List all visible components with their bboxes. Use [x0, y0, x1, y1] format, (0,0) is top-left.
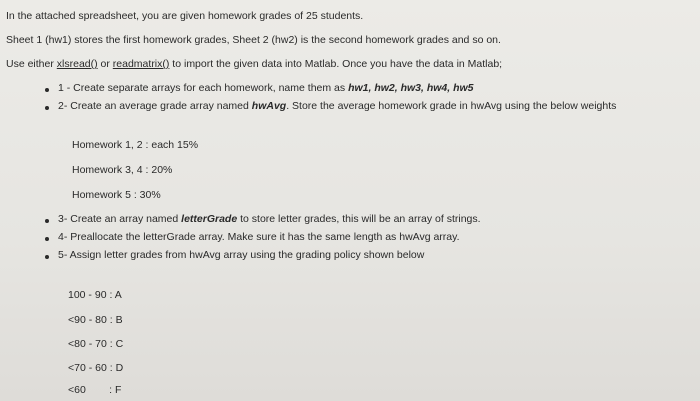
intro-line-3	[6, 58, 502, 71]
task-1	[58, 82, 474, 95]
task-4: 4- Preallocate the letterGrade array. Make sure it has the same length as hwAvg array.	[58, 231, 460, 243]
task-1-bold: hw1, hw2, hw3, hw4, hw5	[348, 82, 474, 94]
xlsread-link[interactable]: xlsread()	[56, 58, 98, 70]
task-2-bold: hwAvg	[251, 100, 287, 112]
task-2-text: 2- Create an average grade array named	[58, 100, 252, 112]
bullet-icon	[45, 237, 49, 241]
grade-a: 100 - 90 : A	[68, 289, 122, 301]
task-2	[58, 100, 616, 113]
task-3-bold: letterGrade	[181, 213, 238, 225]
task-2-text-post: . Store the average homework grade in hwAvg using the below weights	[286, 100, 617, 112]
bullet-icon	[45, 219, 49, 223]
grade-b: <90 - 80 : B	[68, 314, 123, 326]
grade-c: <80 - 70 : C	[68, 338, 124, 350]
readmatrix-link[interactable]: readmatrix()	[112, 58, 170, 70]
bullet-icon	[45, 106, 49, 110]
bullet-icon	[45, 255, 49, 259]
task-1-text: 1 - Create separate arrays for each homework, name them as	[58, 82, 349, 94]
weight-hw5: Homework 5 : 30%	[72, 189, 161, 201]
weight-hw34: Homework 3, 4 : 20%	[72, 164, 173, 176]
intro-line-2: Sheet 1 (hw1) stores the first homework grades, Sheet 2 (hw2) is the second homework grades and so on.	[6, 34, 501, 46]
weight-hw12: Homework 1, 2 : each 15%	[72, 139, 199, 151]
intro-line-3-mid: or	[97, 58, 113, 70]
intro-line-1: In the attached spreadsheet, you are given homework grades of 25 students.	[6, 10, 364, 22]
bullet-icon	[45, 88, 49, 92]
task-3-text: 3- Create an array named	[58, 213, 182, 225]
task-3	[58, 213, 481, 226]
task-3-text-post: to store letter grades, this will be an array of strings.	[237, 213, 481, 225]
grade-f: <60 : F	[68, 384, 122, 396]
intro-line-3-post: to import the given data into Matlab. Once you have the data in Matlab;	[169, 58, 503, 70]
task-5: 5- Assign letter grades from hwAvg array using the grading policy shown below	[58, 249, 425, 261]
grade-d: <70 - 60 : D	[68, 362, 124, 374]
intro-line-3-pre: Use either	[6, 58, 57, 70]
